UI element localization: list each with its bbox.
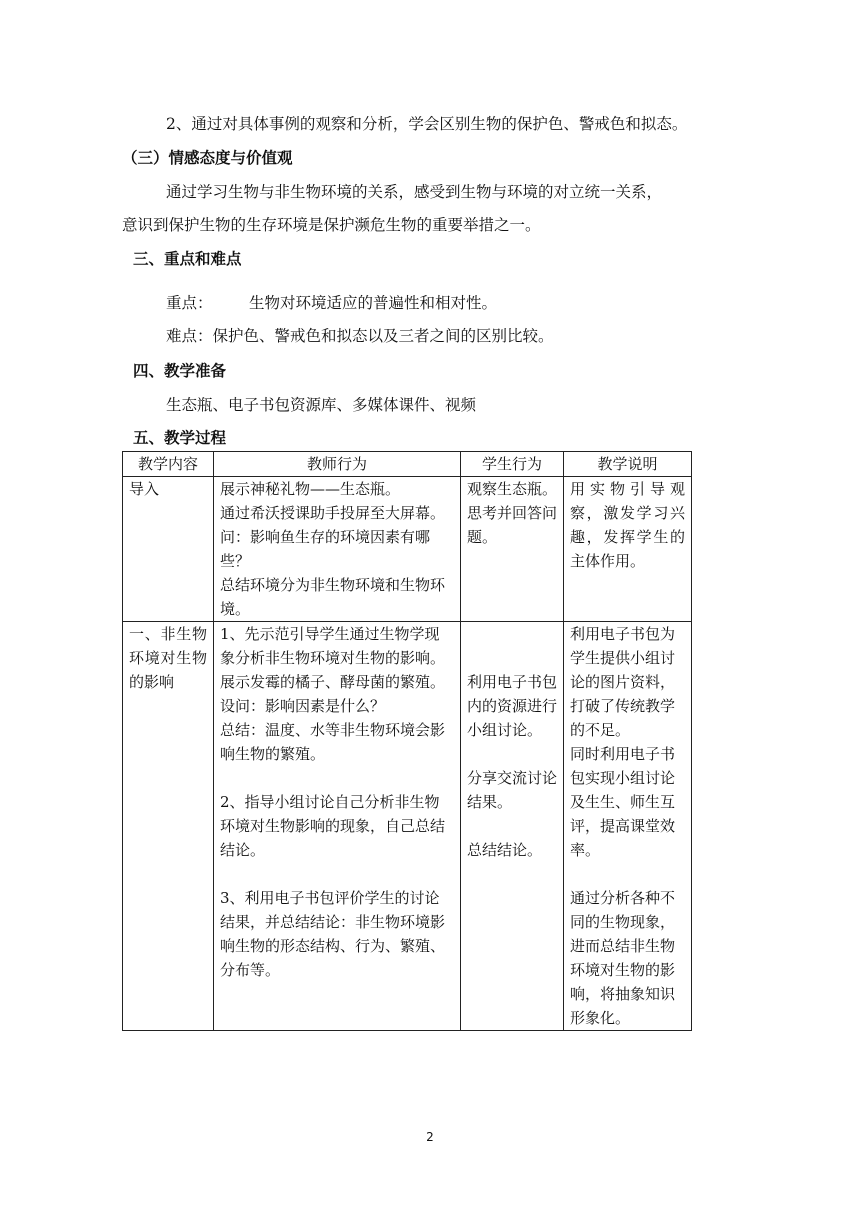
row1-student <box>461 477 564 622</box>
row2-note <box>564 622 692 1031</box>
cell-spacer <box>467 814 557 838</box>
row2-content <box>123 622 214 1031</box>
cell-text: 问：影响鱼生存的环境因素有哪些？ <box>220 528 431 570</box>
header-content: 教学内容 <box>123 452 214 477</box>
attitude-paragraph-line-1: 通过学习生物与非生物环境的关系，感受到生物与环境的对立统一关系， <box>166 183 663 201</box>
cell-text: 展示发霉的橘子、酵母菌的繁殖。 <box>220 673 446 691</box>
skill-objective-2: 2、通过对具体事例的观察和分析，学会区别生物的保护色、警戒色和拟态。 <box>166 115 688 133</box>
cell-text: 利用电子书包内的资源进行小组讨论。 <box>467 673 558 739</box>
key-point-text: 生物对环境适应的普遍性和相对性。 <box>249 294 498 312</box>
cell-spacer <box>467 742 557 766</box>
heading-teaching-prep: 四、教学准备 <box>133 362 227 380</box>
row2-teacher <box>214 622 461 1031</box>
cell-spacer <box>467 622 557 670</box>
teaching-process-table <box>122 451 692 1031</box>
row1-teacher <box>214 477 461 622</box>
cell-text: 总结结论。 <box>467 841 543 859</box>
header-teacher: 教师行为 <box>214 452 461 477</box>
table-row <box>123 622 692 1031</box>
cell-spacer <box>220 862 454 886</box>
cell-text: 通过分析各种不同的生物现象，进而总结非生物环境对生物的影响，将抽象知识形象化。 <box>570 889 676 1027</box>
cell-text: 3、利用电子书包评价学生的讨论结果，并总结结论：非生物环境影响生物的形态结构、行为、繁殖、分布等。 <box>220 889 446 979</box>
page-number: 2 <box>426 1130 434 1144</box>
cell-text: 1、先示范引导学生通过生物学现象分析非生物环境对生物的影响。 <box>220 625 446 667</box>
cell-text: 设问：影响因素是什么？ <box>220 697 386 715</box>
header-note: 教学说明 <box>564 452 692 477</box>
row1-content <box>123 477 214 622</box>
cell-text: 同时利用电子书包实现小组讨论及生生、师生互评，提高课堂效率。 <box>570 745 676 859</box>
cell-text: 分享交流讨论结果。 <box>467 769 558 811</box>
section-heading-attitude: （三）情感态度与价值观 <box>122 149 293 167</box>
cell-text: 2、指导小组讨论自己分析非生物环境对生物影响的现象，自己总结结论。 <box>220 793 446 859</box>
cell-text: 一、非生物环境对生物的影响 <box>129 625 207 691</box>
difficulty-text: 难点：保护色、警戒色和拟态以及三者之间的区别比较。 <box>166 327 554 345</box>
header-student: 学生行为 <box>461 452 564 477</box>
cell-text: 用实物引导观察，激发学习兴趣，发挥学生的主体作用。 <box>570 480 685 570</box>
key-point-label: 重点： <box>166 294 213 312</box>
table-header-row <box>123 452 692 477</box>
row1-note <box>564 477 692 622</box>
cell-text: 展示神秘礼物——生态瓶。 <box>220 480 401 498</box>
cell-spacer <box>220 766 454 790</box>
cell-text: 通过希沃授课助手投屏至大屏幕。 <box>220 504 446 522</box>
cell-text: 导入 <box>129 480 160 498</box>
cell-text: 观察生态瓶。思考并回答问题。 <box>467 480 558 546</box>
table-row <box>123 477 692 622</box>
cell-text: 总结环境分为非生物环境和生物环境。 <box>220 576 446 618</box>
cell-text: 总结：温度、水等非生物环境会影响生物的繁殖。 <box>220 721 446 763</box>
cell-text: 利用电子书包为学生提供小组讨论的图片资料，打破了传统教学的不足。 <box>570 625 676 739</box>
heading-teaching-process: 五、教学过程 <box>133 429 227 447</box>
heading-key-points: 三、重点和难点 <box>133 250 242 268</box>
attitude-paragraph-line-2: 意识到保护生物的生存环境是保护濒危生物的重要举措之一。 <box>122 216 541 234</box>
teaching-prep-text: 生态瓶、电子书包资源库、多媒体课件、视频 <box>166 396 477 414</box>
cell-spacer <box>570 862 685 886</box>
row2-student <box>461 622 564 1031</box>
